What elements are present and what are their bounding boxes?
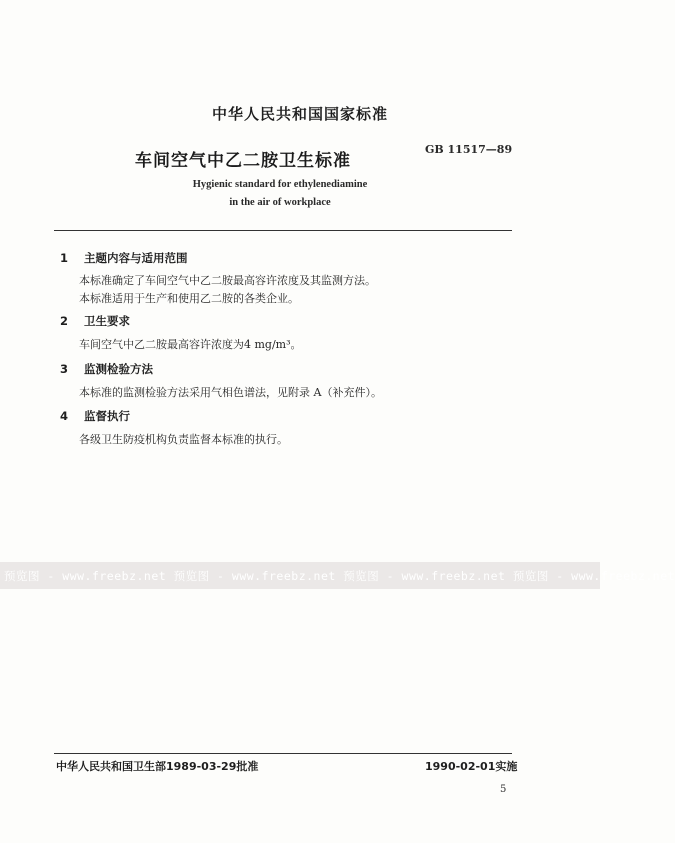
section-title: 卫生要求 xyxy=(84,314,131,328)
page-number: 5 xyxy=(500,784,507,795)
section-heading-4 xyxy=(60,408,130,424)
section-title: 监测检验方法 xyxy=(84,362,154,376)
section-4-paragraph-1: 各级卫生防疫机构负责监督本标准的执行。 xyxy=(79,433,288,446)
bottom-divider xyxy=(54,753,512,754)
section-2-paragraph-1: 车间空气中乙二胺最高容许浓度为4 mg/m³。 xyxy=(79,338,302,351)
document-title: 车间空气中乙二胺卫生标准 xyxy=(135,151,351,171)
section-heading-2 xyxy=(60,313,130,329)
section-number: 3 xyxy=(60,362,69,376)
approval-line: 中华人民共和国卫生部1989-03-29批准 xyxy=(56,760,259,773)
english-title-line-2: in the air of workplace xyxy=(229,197,331,208)
implementation-date: 1990-02-01实施 xyxy=(425,760,518,773)
section-heading-3 xyxy=(60,361,153,377)
english-title-line-1: Hygienic standard for ethylenediamine xyxy=(192,179,368,190)
section-number: 1 xyxy=(60,251,69,265)
section-3-paragraph-1: 本标准的监测检验方法采用气相色谱法，见附录 A（补充件）。 xyxy=(79,386,382,399)
section-title: 主题内容与适用范围 xyxy=(84,251,188,265)
section-number: 4 xyxy=(60,409,69,423)
section-number: 2 xyxy=(60,314,69,328)
watermark-text: 预览图 - www.freebz.net 预览图 - www.freebz.net 预览图 - www.freebz.net 预览图 - www.freebz.net xyxy=(4,569,675,583)
section-heading-1 xyxy=(60,250,188,266)
section-1-paragraph-1: 本标准确定了车间空气中乙二胺最高容许浓度及其监测方法。 xyxy=(79,274,376,287)
top-divider xyxy=(54,230,512,231)
standard-number: GB 11517—89 xyxy=(425,143,513,156)
issuing-body: 中华人民共和国国家标准 xyxy=(211,105,388,123)
section-1-paragraph-2: 本标准适用于生产和使用乙二胺的各类企业。 xyxy=(79,292,299,305)
section-title: 监督执行 xyxy=(84,409,131,423)
